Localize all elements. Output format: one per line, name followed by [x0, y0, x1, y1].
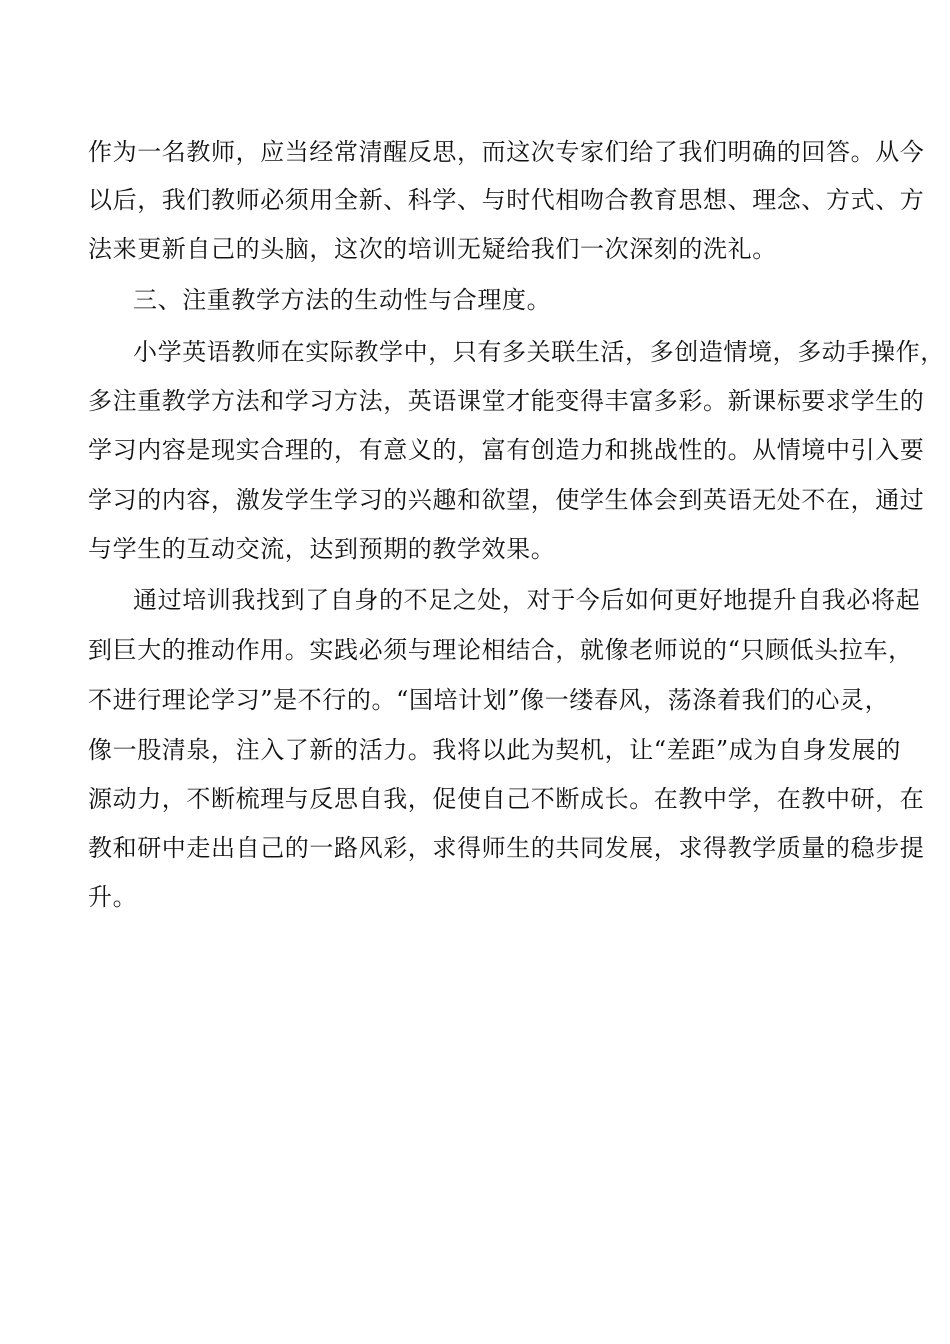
section-heading: 三、注重教学方法的生动性与合理度。	[133, 286, 552, 314]
paragraph-4-line-6: 教和研中走出自己的一路风彩，求得师生的共同发展，求得教学质量的稳步提	[88, 834, 925, 862]
paragraph-4-line-2: 到巨大的推动作用。实践必须与理论相结合，就像老师说的“只顾低头拉车，	[88, 636, 913, 664]
paragraph-3-line-1: 小学英语教师在实际教学中，只有多关联生活，多创造情境，多动手操作，	[133, 338, 945, 366]
paragraph-1-line-1: 作为一名教师，应当经常清醒反思，而这次专家们给了我们明确的回答。从今	[88, 138, 925, 166]
paragraph-3-line-3: 学习内容是现实合理的，有意义的，富有创造力和挑战性的。从情境中引入要	[88, 436, 925, 464]
paragraph-4-line-3: 不进行理论学习”是不行的。“国培计划”像一缕春风，荡涤着我们的心灵，	[88, 686, 890, 714]
paragraph-4-line-4: 像一股清泉，注入了新的活力。我将以此为契机，让“差距”成为自身发展的	[88, 736, 901, 764]
paragraph-1-line-2: 以后，我们教师必须用全新、科学、与时代相吻合教育思想、理念、方式、方	[88, 186, 925, 214]
paragraph-4-line-7: 升。	[88, 883, 138, 911]
paragraph-4-line-5: 源动力，不断梳理与反思自我，促使自己不断成长。在教中学，在教中研，在	[88, 785, 925, 813]
paragraph-4-line-1: 通过培训我找到了自身的不足之处，对于今后如何更好地提升自我必将起	[133, 586, 921, 614]
paragraph-1-line-3: 法来更新自己的头脑，这次的培训无疑给我们一次深刻的洗礼。	[88, 235, 777, 263]
paragraph-3-line-2: 多注重教学方法和学习方法，英语课堂才能变得丰富多彩。新课标要求学生的	[88, 387, 925, 415]
paragraph-3-line-4: 学习的内容，激发学生学习的兴趣和欲望，使学生体会到英语无处不在，通过	[88, 486, 925, 514]
paragraph-3-line-5: 与学生的互动交流，达到预期的教学效果。	[88, 535, 556, 563]
